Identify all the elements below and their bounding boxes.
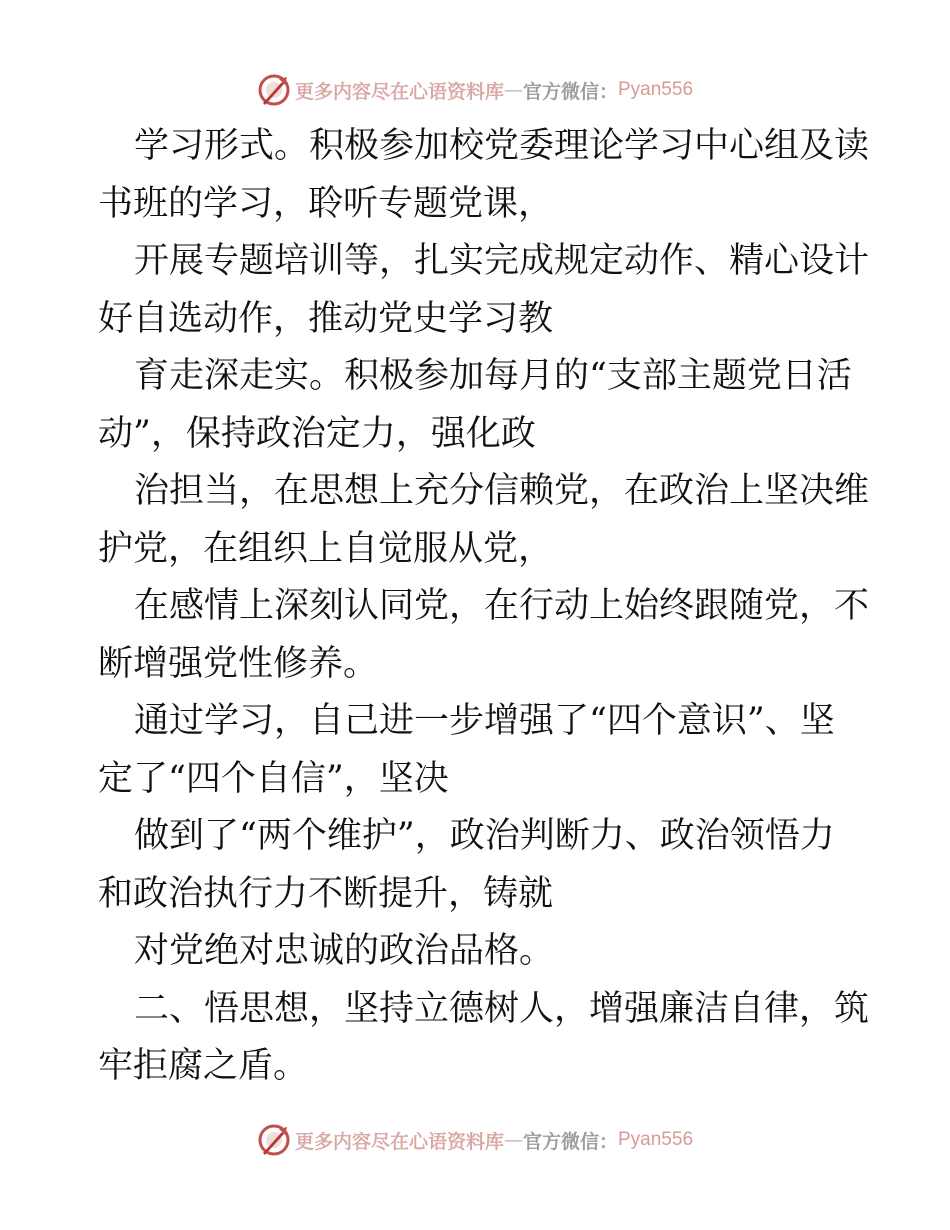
- text-line: 开展专题培训等，扎实完成规定动作、精心设计: [134, 241, 870, 281]
- text-line: 做到了“两个维护”，政治判断力、政治领悟力: [134, 816, 835, 856]
- banner-separator: —: [503, 1129, 523, 1151]
- pen-logo-icon: [257, 73, 291, 107]
- pen-logo-icon: [257, 1123, 291, 1157]
- text-line: 在感情上深刻认同党，在行动上始终跟随党，不: [134, 586, 870, 626]
- body-text: [98, 118, 870, 1096]
- banner-wechat-label: 官方微信：: [522, 80, 618, 103]
- banner-wechat-label: 官方微信：: [522, 1130, 618, 1153]
- text-line: 育走深走实。积极参加每月的“支部主题党日活: [134, 356, 852, 396]
- text-line: 断增强党性修养。: [98, 643, 379, 684]
- banner-separator: —: [503, 79, 523, 101]
- banner-wechat-id: Pyan556: [618, 1129, 694, 1150]
- text-line: 通过学习，自己进一步增强了“四个意识”、坚: [134, 701, 835, 741]
- text-line: 和政治执行力不断提升，铸就: [98, 873, 554, 914]
- text-line: 定了“四个自信”，坚决: [98, 758, 449, 799]
- text-line: 对党绝对忠诚的政治品格。: [134, 931, 555, 971]
- text-line: 治担当，在思想上充分信赖党，在政治上坚决维: [134, 471, 870, 511]
- text-line: 书班的学习，聆听专题党课，: [98, 183, 554, 224]
- banner-wechat-id: Pyan556: [618, 79, 694, 100]
- text-line: 护党，在组织上自觉服从党，: [98, 528, 554, 569]
- banner-main-text: 更多内容尽在心语资料库: [294, 1130, 504, 1153]
- text-line: 二、悟思想，坚持立德树人，增强廉洁自律，筑: [134, 988, 870, 1029]
- text-line: 学习形式。积极参加校党委理论学习中心组及读: [134, 126, 870, 166]
- footer-banner: [0, 1120, 950, 1160]
- text-line: 牢拒腐之盾。: [98, 1046, 309, 1086]
- text-line: 好自选动作，推动党史学习教: [98, 298, 554, 339]
- text-line: 动”，保持政治定力，强化政: [98, 413, 536, 454]
- banner-main-text: 更多内容尽在心语资料库: [294, 80, 504, 103]
- header-banner: [0, 70, 950, 110]
